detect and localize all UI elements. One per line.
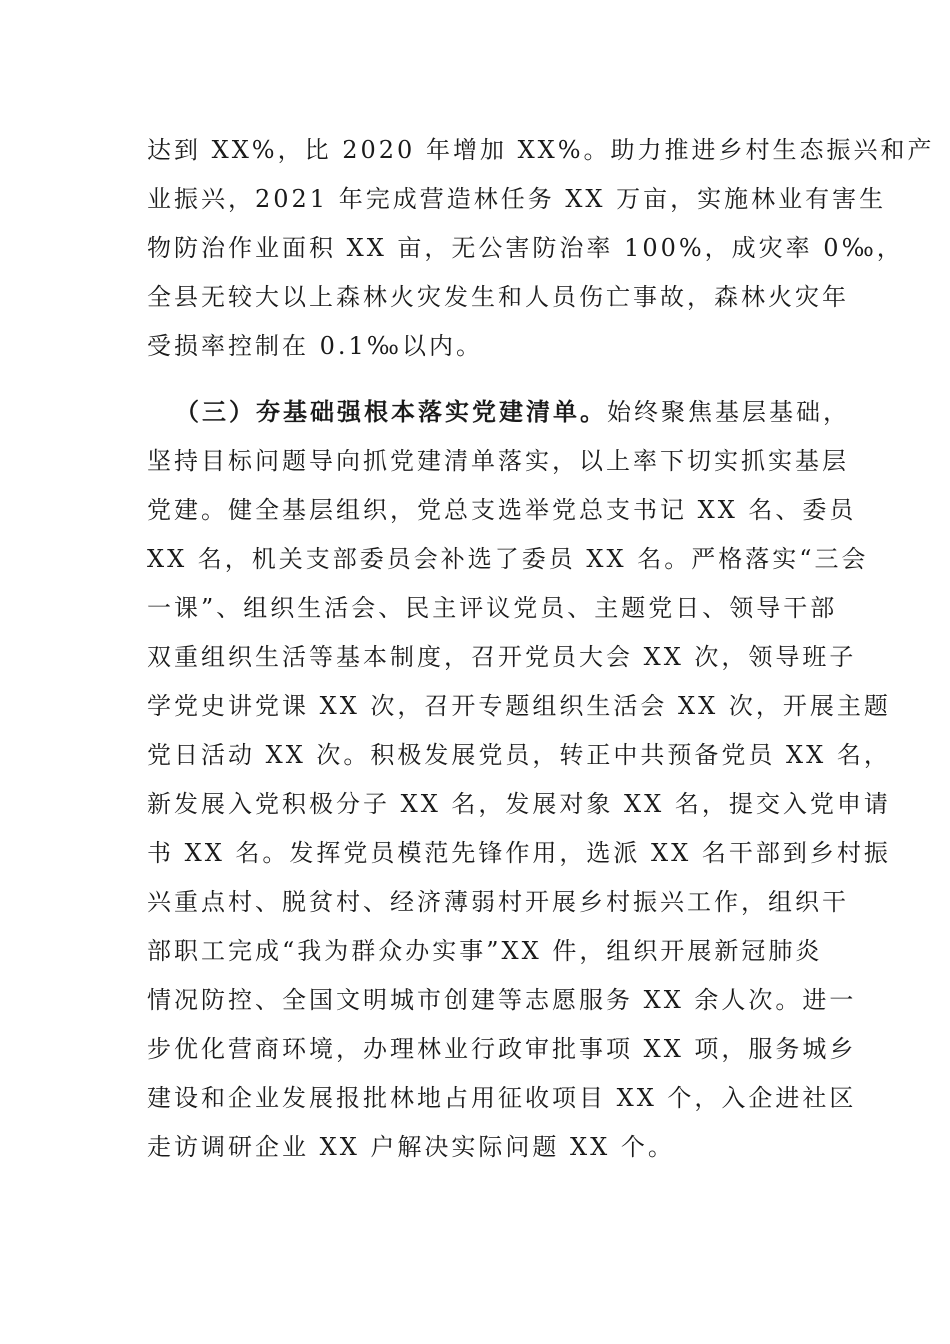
text-line: 坚持目标问题导向抓党建清单落实，以上率下切实抓实基层 [147,447,849,475]
paragraph-ecology-results [147,126,935,371]
text-line: 建设和企业发展报批林地占用征收项目 XX 个，入企进社区 [147,1084,857,1112]
text-line: 双重组织生活等基本制度，召开党员大会 XX 次，领导班子 [147,643,857,671]
text-line: 学党史讲党课 XX 次，召开专题组织生活会 XX 次，开展主题 [147,692,891,720]
text-run: 始终聚焦基层基础， [607,398,850,426]
section-heading: （三）夯基础强根本落实党建清单。 [175,398,607,426]
text-line: 物防治作业面积 XX 亩，无公害防治率 100%，成灾率 0‰， [147,234,904,262]
text-line: 受损率控制在 0.1‰以内。 [147,332,483,360]
text-line: 全县无较大以上森林火灾发生和人员伤亡事故，森林火灾年 [147,283,849,311]
text-line: 走访调研企业 XX 户解决实际问题 XX 个。 [147,1133,675,1161]
text-line: 情况防控、全国文明城市创建等志愿服务 XX 余人次。进一 [147,986,857,1014]
text-line: 部职工完成“我为群众办实事”XX 件，组织开展新冠肺炎 [147,937,823,965]
text-line: 书 XX 名。发挥党员模范先锋作用，选派 XX 名干部到乡村振 [147,839,891,867]
text-line: 业振兴，2021 年完成营造林任务 XX 万亩，实施林业有害生 [147,185,887,213]
paragraph-party-building [147,388,891,1172]
paragraph-first-line [147,388,850,437]
text-line: 新发展入党积极分子 XX 名，发展对象 XX 名，提交入党申请 [147,790,891,818]
text-line: XX 名，机关支部委员会补选了委员 XX 名。严格落实“三会 [147,545,869,573]
text-line: 兴重点村、脱贫村、经济薄弱村开展乡村振兴工作，组织干 [147,888,849,916]
text-line: 步优化营商环境，办理林业行政审批事项 XX 项，服务城乡 [147,1035,857,1063]
text-line: 党建。健全基层组织，党总支选举党总支书记 XX 名、委员 [147,496,857,524]
text-line: 达到 XX%，比 2020 年增加 XX%。助力推进乡村生态振兴和产 [147,136,935,164]
text-line: 党日活动 XX 次。积极发展党员，转正中共预备党员 XX 名， [147,741,891,769]
text-line: 一课”、组织生活会、民主评议党员、主题党日、领导干部 [147,594,838,622]
